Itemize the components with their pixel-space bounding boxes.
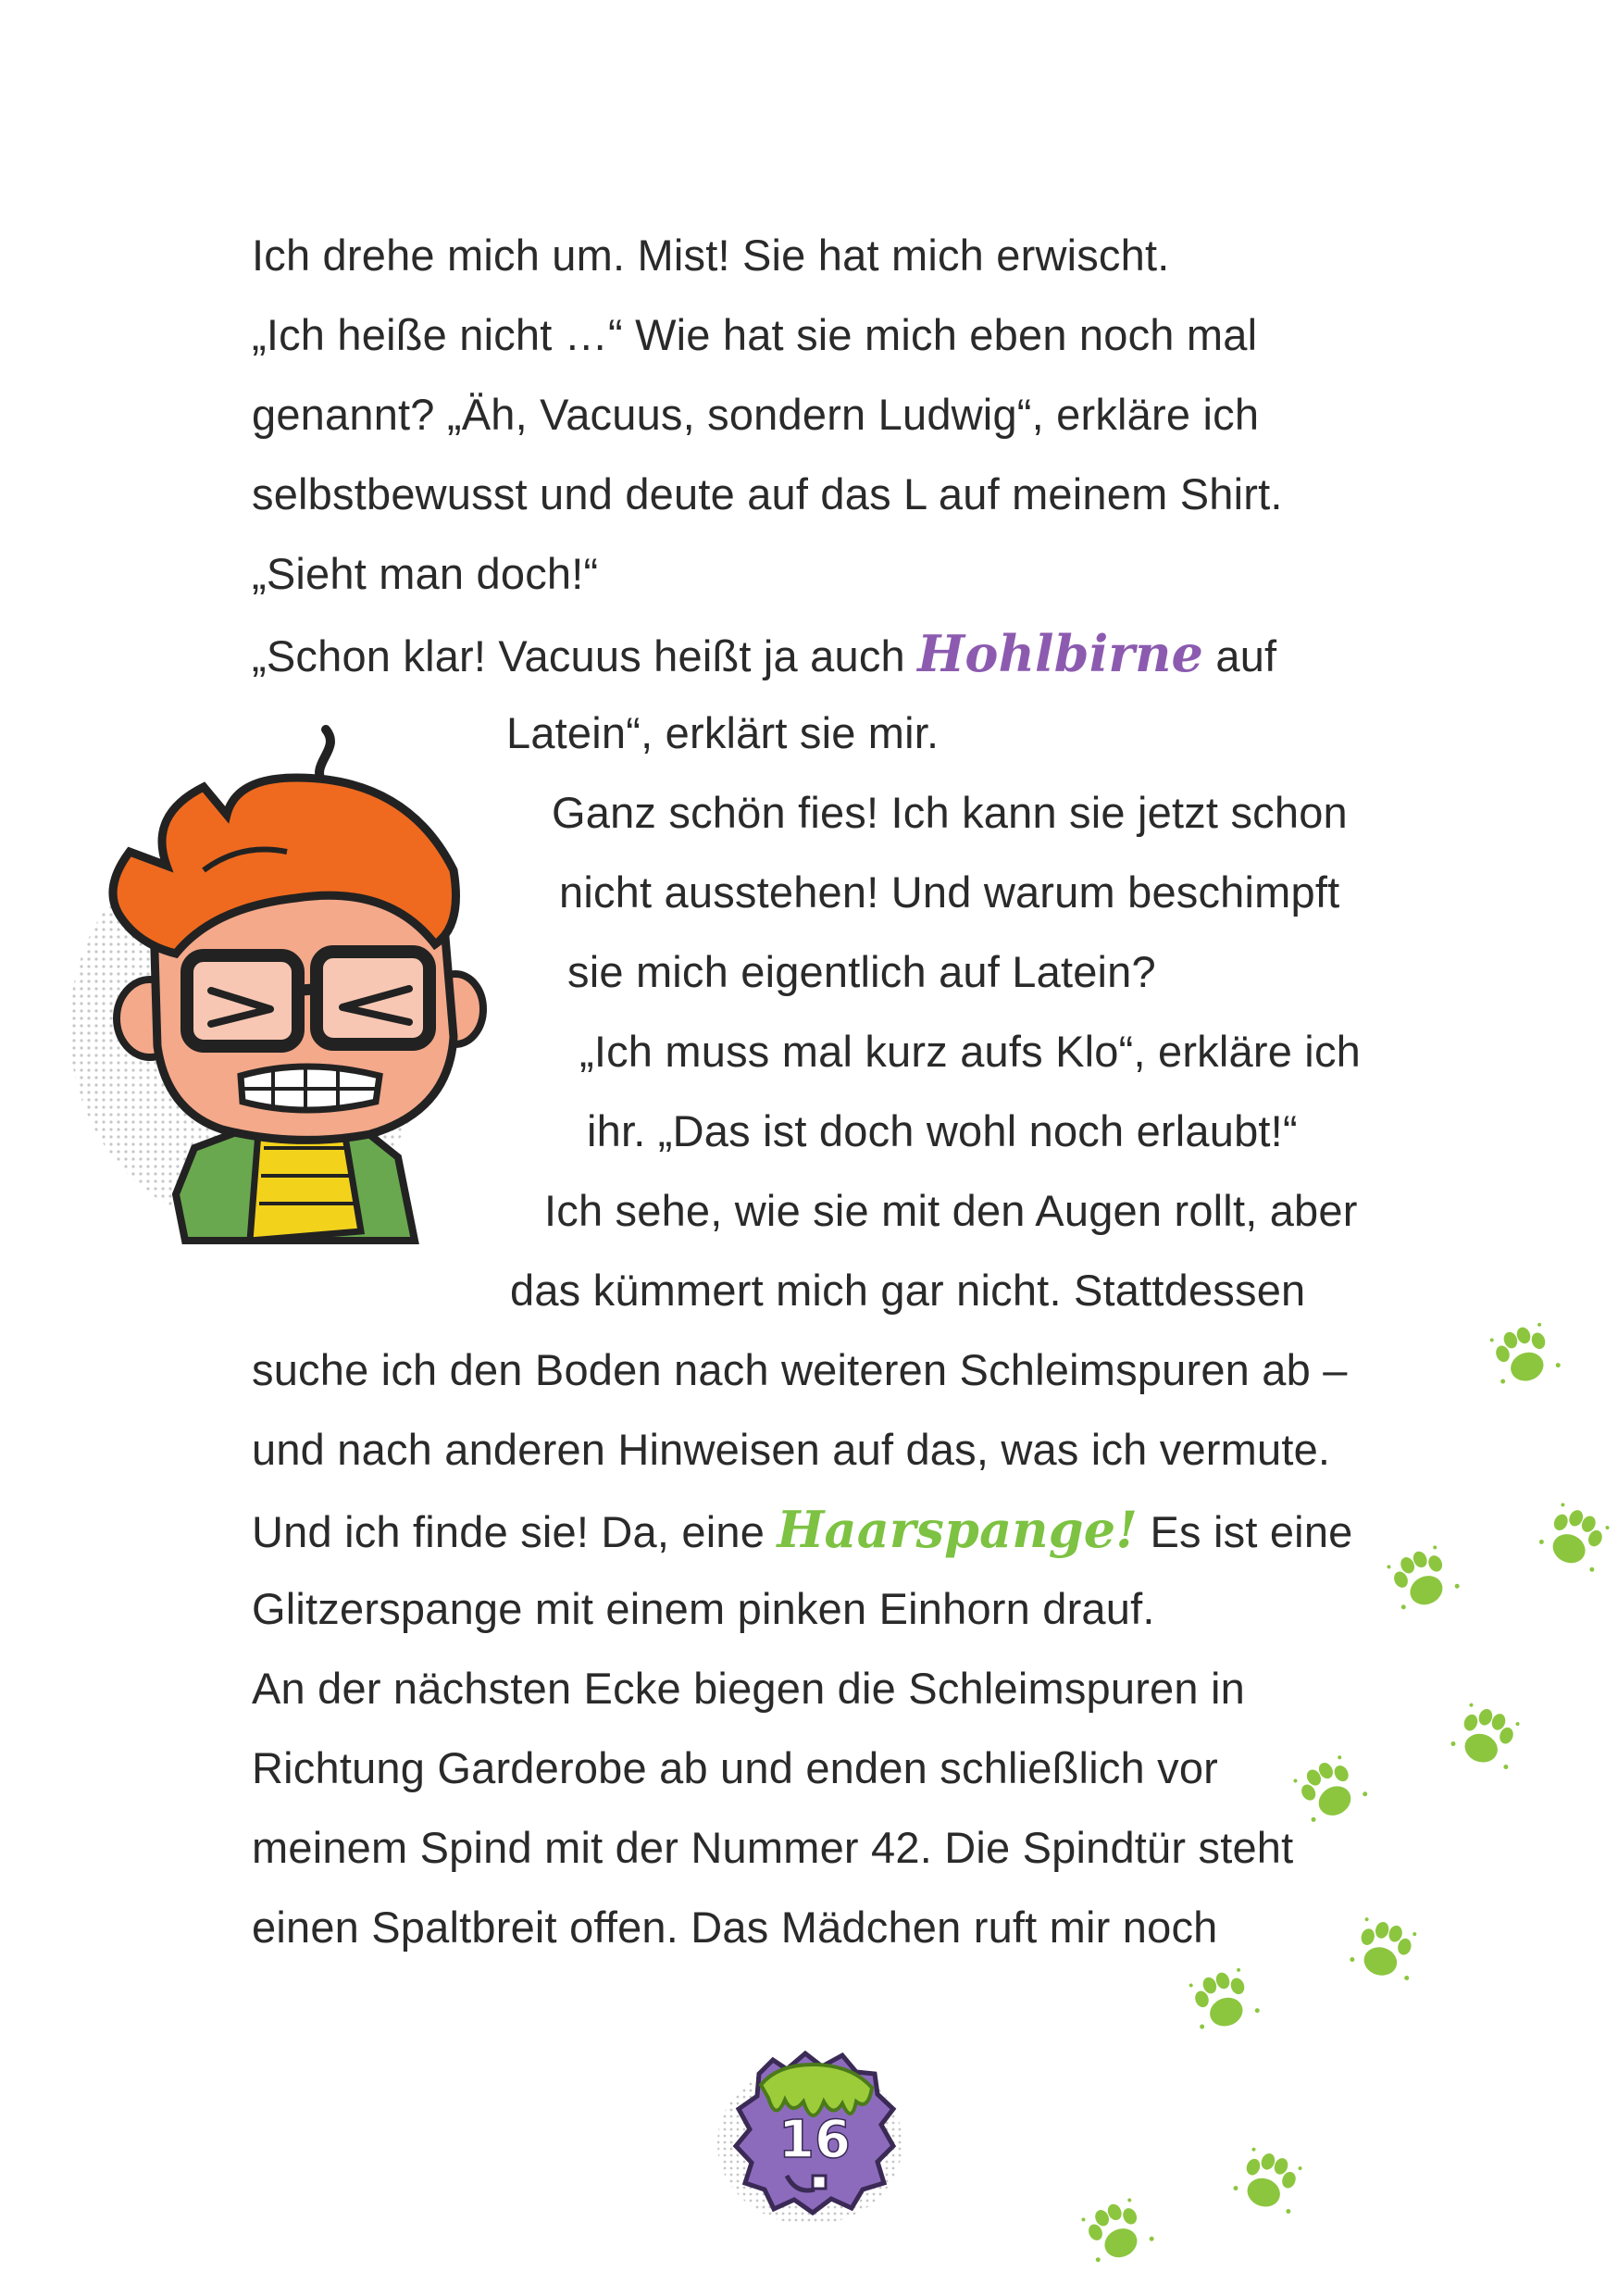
- green-paw-print-icon: [1226, 2139, 1310, 2222]
- story-line: das kümmert mich gar nicht. Stattdessen: [510, 1266, 1306, 1315]
- story-line: selbstbewusst und deute auf das L auf meinem Shirt.: [252, 469, 1283, 518]
- page-number: 16: [778, 2110, 851, 2170]
- story-line: ihr. „Das ist doch wohl noch erlaubt!“: [587, 1106, 1298, 1155]
- green-paw-print-icon: [1444, 1694, 1527, 1778]
- story-line: „Ich muss mal kurz aufs Klo“, erkläre ich: [579, 1027, 1361, 1076]
- story-line: Ganz schön fies! Ich kann sie jetzt schon: [552, 788, 1348, 837]
- story-line: Richtung Garderobe ab und enden schließlich vor: [252, 1743, 1219, 1792]
- story-line: meinem Spind mit der Nummer 42. Die Spindtür steht: [252, 1823, 1294, 1872]
- story-line: Glitzerspange mit einem pinken Einhorn drauf.: [252, 1584, 1155, 1633]
- green-paw-print-icon: [1180, 1958, 1263, 2041]
- story-line: genannt? „Äh, Vacuus, sondern Ludwig“, erkläre ich: [252, 390, 1260, 439]
- story-line: nicht ausstehen! Und warum beschimpft: [559, 867, 1340, 917]
- story-line: sie mich eigentlich auf Latein?: [567, 947, 1156, 996]
- green-paw-print-icon: [1342, 1907, 1425, 1990]
- green-paw-print-icon: [1074, 2190, 1157, 2273]
- page-number-badge: [703, 2037, 926, 2231]
- green-paw-print-icon: [1533, 1495, 1616, 1578]
- story-line: Und ich finde sie! Da, eine Haarspange! Es ist eine: [252, 1500, 1353, 1559]
- story-line: Ich drehe mich um. Mist! Sie hat mich erwischt.: [252, 231, 1170, 280]
- story-line: suche ich den Boden nach weiteren Schleimspuren ab –: [252, 1345, 1348, 1394]
- highlight-word-haarspange: Haarspange!: [777, 1500, 1139, 1559]
- story-line: „Schon klar! Vacuus heißt ja auch Hohlbirne auf: [252, 624, 1277, 683]
- story-line: einen Spaltbreit offen. Das Mädchen ruft mir noch: [252, 1903, 1218, 1952]
- story-line: „Sieht man doch!“: [252, 549, 599, 598]
- story-line: Latein“, erklärt sie mir.: [506, 708, 940, 757]
- story-line: und nach anderen Hinweisen auf das, was ich vermute.: [252, 1425, 1331, 1474]
- story-line: An der nächsten Ecke biegen die Schleimspuren in: [252, 1664, 1245, 1713]
- story-line: „Ich heiße nicht …“ Wie hat sie mich eben noch mal: [252, 310, 1258, 359]
- boy-character-illustration: [65, 713, 491, 1268]
- highlight-word-hohlbirne: Hohlbirne: [917, 624, 1204, 683]
- green-paw-print-icon: [1481, 1313, 1564, 1396]
- green-paw-print-icon: [1379, 1537, 1462, 1620]
- green-paw-print-icon: [1287, 1748, 1370, 1831]
- story-line: Ich sehe, wie sie mit den Augen rollt, aber: [544, 1186, 1358, 1235]
